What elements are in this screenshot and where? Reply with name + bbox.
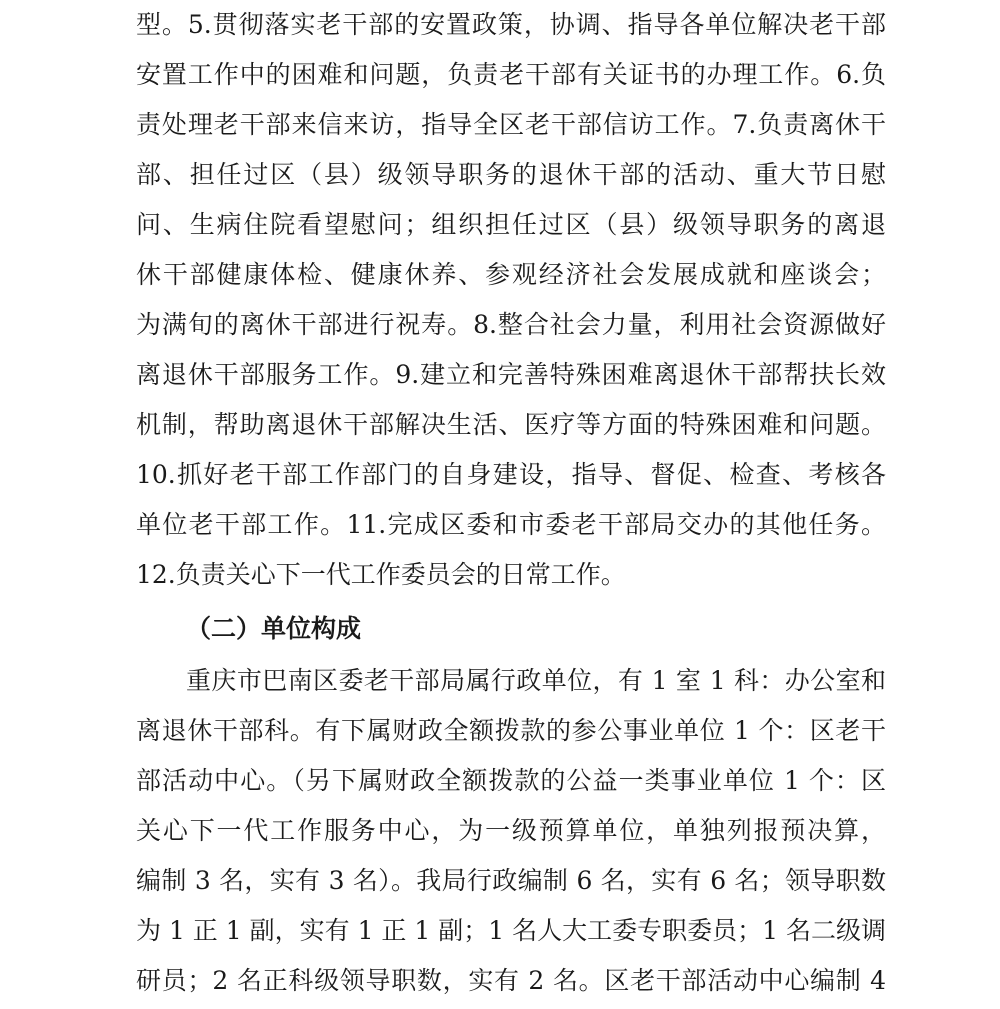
text-line: 责处理老干部来信来访，指导全区老干部信访工作。7.负责离休干 bbox=[136, 110, 886, 139]
text-line: 12.负责关心下一代工作委员会的日常工作。 bbox=[136, 560, 626, 589]
text-line: 部、担任过区（县）级领导职务的退休干部的活动、重大节日慰 bbox=[136, 160, 886, 189]
text-line: 编制 3 名，实有 3 名）。我局行政编制 6 名，实有 6 名；领导职数 bbox=[136, 866, 886, 895]
text-line: 研员；2 名正科级领导职数，实有 2 名。区老干部活动中心编制 4 bbox=[136, 966, 886, 995]
paragraph-first-line: 重庆市巴南区委老干部局属行政单位，有 1 室 1 科：办公室和 bbox=[186, 666, 886, 695]
text-line: 关心下一代工作服务中心，为一级预算单位，单独列报预决算， bbox=[136, 816, 886, 845]
text-line: 问、生病住院看望慰问；组织担任过区（县）级领导职务的离退 bbox=[136, 210, 886, 239]
text-line: 安置工作中的困难和问题，负责老干部有关证书的办理工作。6.负 bbox=[136, 60, 886, 89]
text-line: 机制，帮助离退休干部解决生活、医疗等方面的特殊困难和问题。 bbox=[136, 410, 886, 439]
text-line: 单位老干部工作。11.完成区委和市委老干部局交办的其他任务。 bbox=[136, 510, 886, 539]
text-line: 10.抓好老干部工作部门的自身建设，指导、督促、检查、考核各 bbox=[136, 460, 886, 489]
text-line: 离退休干部科。有下属财政全额拨款的参公事业单位 1 个：区老干 bbox=[136, 716, 886, 745]
text-line: 部活动中心。（另下属财政全额拨款的公益一类事业单位 1 个：区 bbox=[136, 766, 886, 795]
text-line: 为满旬的离休干部进行祝寿。8.整合社会力量，利用社会资源做好 bbox=[136, 310, 886, 339]
section-heading: （二）单位构成 bbox=[186, 614, 362, 643]
text-line: 休干部健康体检、健康休养、参观经济社会发展成就和座谈会； bbox=[136, 260, 886, 289]
text-line: 离退休干部服务工作。9.建立和完善特殊困难离退休干部帮扶长效 bbox=[136, 360, 886, 389]
text-line: 为 1 正 1 副，实有 1 正 1 副；1 名人大工委专职委员；1 名二级调 bbox=[136, 916, 886, 945]
text-line: 型。5.贯彻落实老干部的安置政策，协调、指导各单位解决老干部 bbox=[136, 10, 886, 39]
